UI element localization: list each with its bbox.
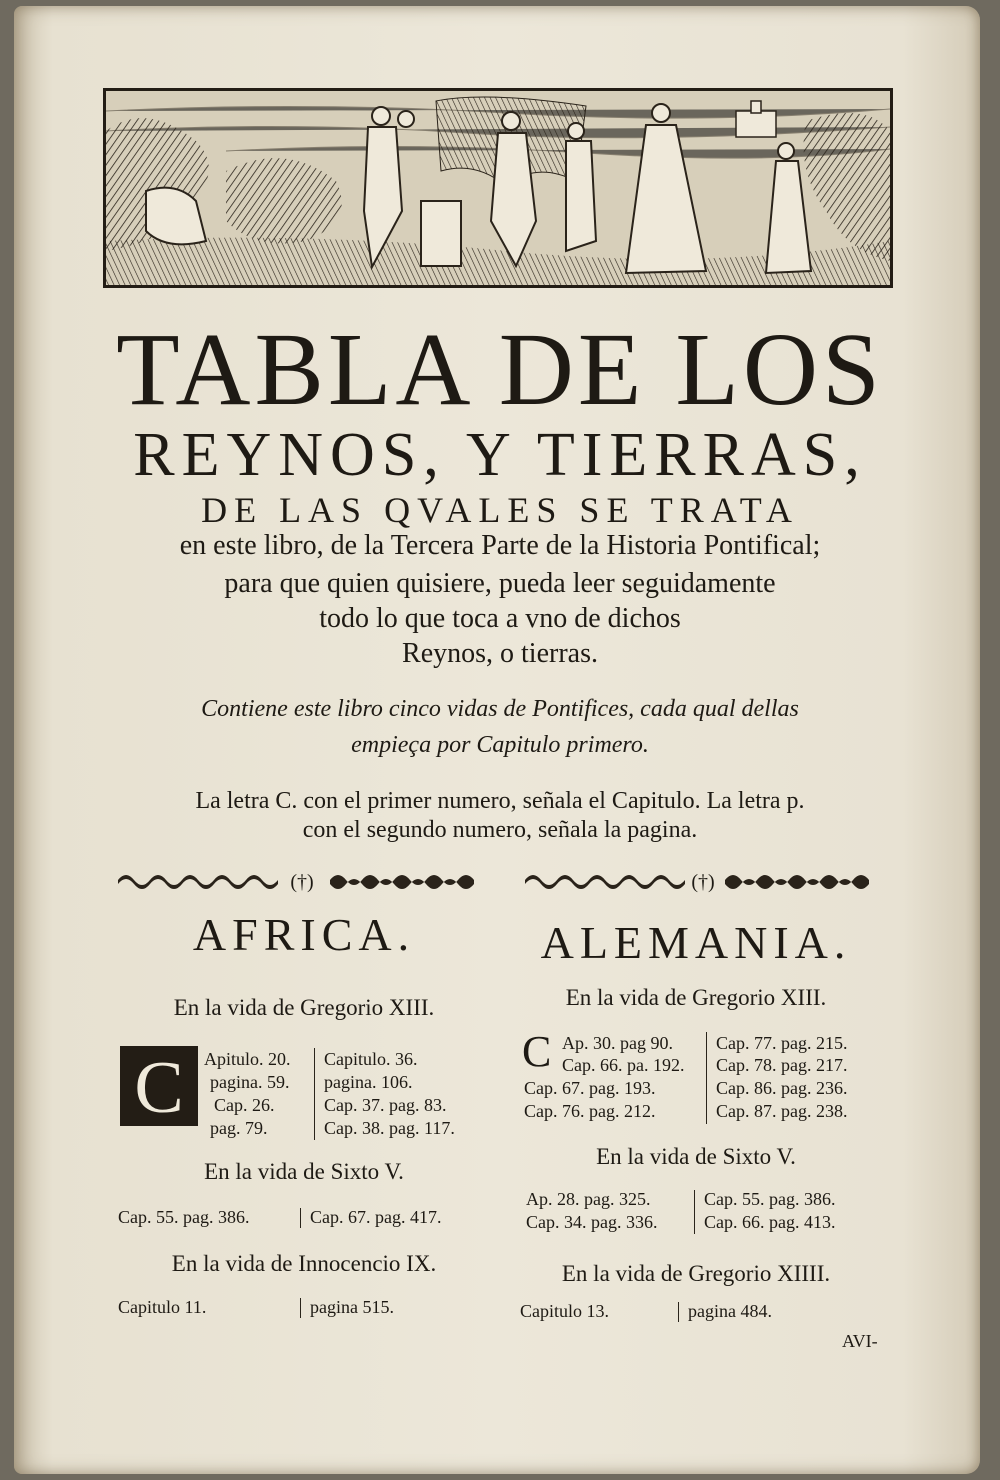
- africa-inocencio-label: En la vida de Innocencio IX.: [171, 1251, 437, 1276]
- alemania-gregorio-right-1: Cap. 77. pag. 215.: [716, 1033, 848, 1053]
- title-subline-4: Reynos, o tierras.: [402, 638, 598, 669]
- alemania-gregorio14-label: En la vida de Gregorio XIIII.: [561, 1261, 831, 1286]
- heading-alemania: ALEMANIA.: [540, 917, 852, 968]
- alemania-sixto-divider: [694, 1190, 695, 1234]
- key-note-line-2: con el segundo numero, señala la pagina.: [302, 817, 698, 843]
- africa-sixto-divider: [300, 1208, 301, 1228]
- alemania-gregorio14-divider: [678, 1302, 679, 1322]
- ornament-band-left: [118, 866, 490, 894]
- alemania-sixto-left-1: Ap. 28. pag. 325.: [526, 1189, 651, 1209]
- alemania-sixto-right-1: Cap. 55. pag. 386.: [704, 1189, 836, 1209]
- alemania-gregorio-right-3: Cap. 86. pag. 236.: [716, 1078, 848, 1098]
- alemania-gregorio-right-2: Cap. 78. pag. 217.: [716, 1055, 848, 1075]
- contents-note-line-1: Contiene este libro cinco vidas de Pontifices, cada qual dellas: [201, 696, 799, 722]
- africa-gregorio-left-3: Cap. 26.: [214, 1095, 275, 1115]
- africa-gregorio-label: En la vida de Gregorio XIII.: [173, 995, 435, 1020]
- woodcut-illustration: [103, 88, 893, 288]
- title-line-1: TABLA DE LOS: [116, 312, 884, 427]
- africa-gregorio-right-3: Cap. 37. pag. 83.: [324, 1095, 447, 1115]
- africa-column-divider: [314, 1048, 315, 1140]
- key-note-line-1: La letra C. con el primer numero, señala el Capitulo. La letra p.: [195, 788, 805, 814]
- alemania-gregorio-left-1: Ap. 30. pag 90.: [562, 1033, 673, 1053]
- alemania-sixto-left-2: Cap. 34. pag. 336.: [526, 1212, 658, 1232]
- ornament-mark-left: (†): [290, 871, 314, 893]
- africa-inocencio-divider: [300, 1298, 301, 1318]
- africa-sixto-label: En la vida de Sixto V.: [204, 1159, 404, 1184]
- africa-inocencio-left: Capitulo 11.: [118, 1297, 207, 1317]
- initial-letter: C: [134, 1047, 184, 1129]
- alemania-sixto-right-2: Cap. 66. pag. 413.: [704, 1212, 836, 1232]
- alemania-gregorio14-right: pagina 484.: [688, 1301, 772, 1321]
- africa-gregorio-left-2: pagina. 59.: [210, 1072, 290, 1092]
- alemania-gregorio-right-4: Cap. 87. pag. 238.: [716, 1101, 848, 1121]
- woodcut-drawing: [106, 91, 890, 285]
- title-subline-3: todo lo que toca a vno de dichos: [319, 603, 681, 634]
- alemania-gregorio-label: En la vida de Gregorio XIII.: [565, 985, 827, 1010]
- contents-note-line-2: empieça por Capitulo primero.: [351, 732, 649, 758]
- alemania-gregorio-left-4: Cap. 76. pag. 212.: [524, 1101, 656, 1121]
- africa-gregorio-right-1: Capitulo. 36.: [324, 1049, 418, 1069]
- catchword: AVI-: [842, 1331, 878, 1351]
- heading-africa: AFRICA.: [192, 909, 416, 960]
- africa-gregorio-left-4: pag. 79.: [210, 1118, 268, 1138]
- alemania-initial-letter: C: [522, 1027, 552, 1076]
- title-line-3: DE LAS QVALES SE TRATA: [201, 490, 799, 530]
- ornament-band-right: [525, 866, 885, 894]
- africa-gregorio-right-4: Cap. 38. pag. 117.: [324, 1118, 455, 1138]
- alemania-gregorio-left-2: Cap. 66. pa. 192.: [562, 1055, 685, 1075]
- africa-sixto-right: Cap. 67. pag. 417.: [310, 1207, 442, 1227]
- title-subline-1: en este libro, de la Tercera Parte de la Historia Pontifical;: [179, 530, 821, 561]
- title-subline-2: para que quien quisiere, pueda leer seguidamente: [224, 568, 776, 599]
- alemania-column-divider: [706, 1032, 707, 1124]
- africa-gregorio-left-1: Apitulo. 20.: [204, 1049, 291, 1069]
- alemania-gregorio14-left: Capitulo 13.: [520, 1301, 609, 1321]
- africa-sixto-left: Cap. 55. pag. 386.: [118, 1207, 250, 1227]
- title-line-2: REYNOS, Y TIERRAS,: [133, 421, 867, 489]
- alemania-sixto-label: En la vida de Sixto V.: [596, 1144, 796, 1169]
- ornament-mark-right: (†): [691, 871, 715, 893]
- africa-gregorio-right-2: pagina. 106.: [324, 1072, 413, 1092]
- alemania-gregorio-left-3: Cap. 67. pag. 193.: [524, 1078, 656, 1098]
- decorated-initial-icon: [120, 1046, 198, 1129]
- africa-inocencio-right: pagina 515.: [310, 1297, 394, 1317]
